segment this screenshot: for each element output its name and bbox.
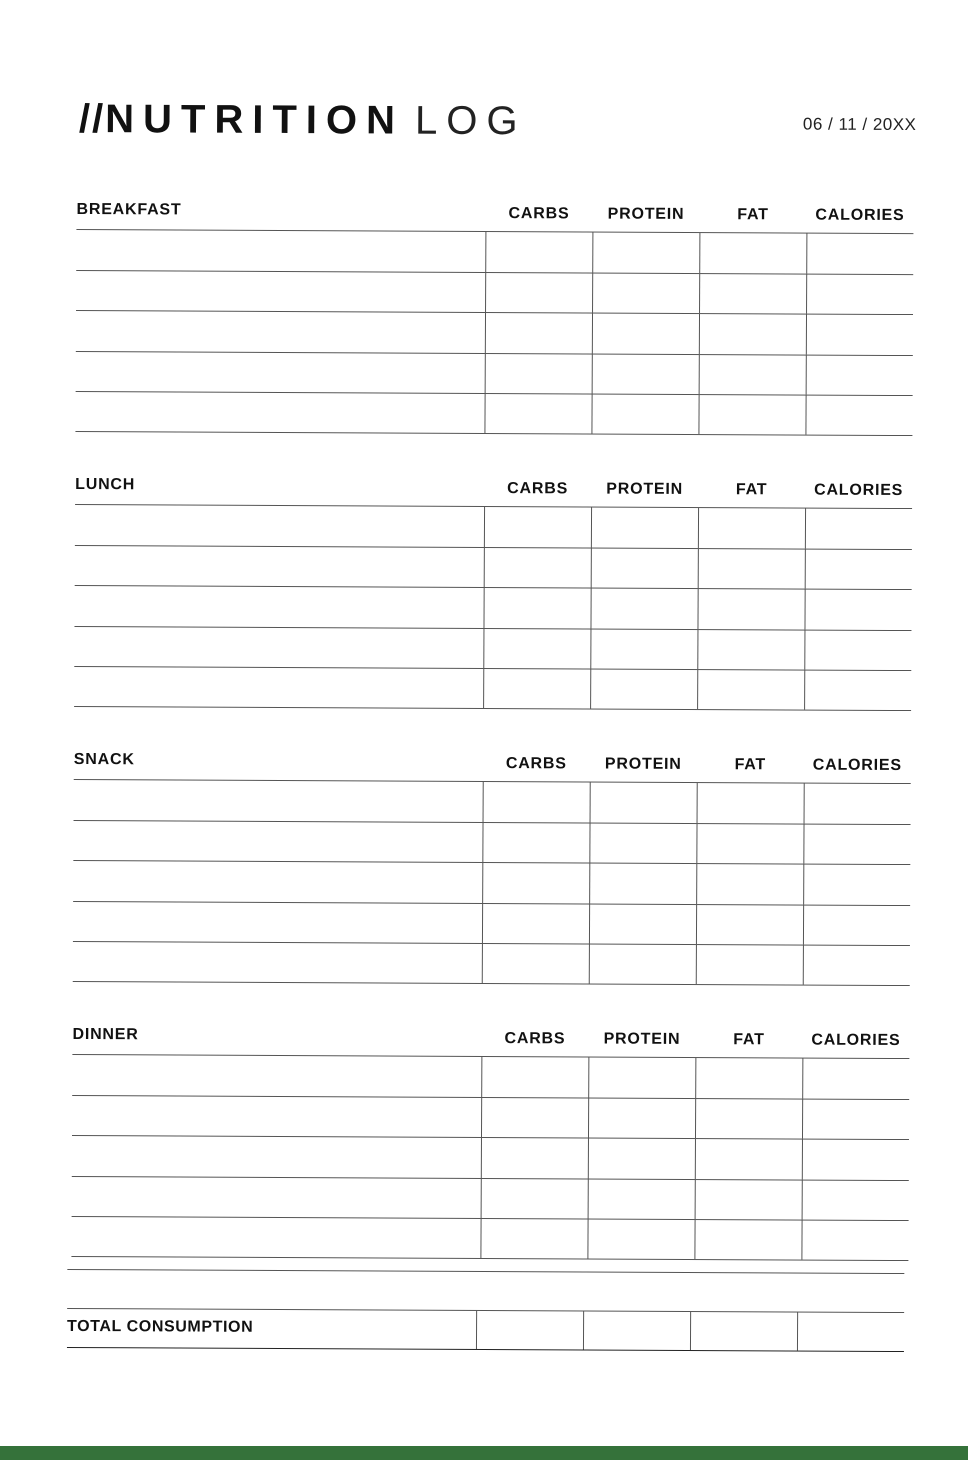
fat-cell[interactable] (695, 1180, 802, 1220)
column-header-protein: PROTEIN (607, 205, 685, 223)
column-header-calories: CALORIES (814, 481, 904, 500)
page-title (79, 96, 527, 144)
title-bold: NUTRITION (105, 97, 405, 143)
entry-row (74, 585, 911, 630)
column-header-carbs: CARBS (505, 755, 567, 773)
section-title: LUNCH (75, 475, 136, 494)
entry-row (73, 860, 910, 905)
food-cell[interactable] (72, 1176, 481, 1217)
section-breakfast (76, 201, 913, 241)
carbs-cell[interactable] (485, 232, 592, 272)
calories-cell[interactable] (803, 946, 910, 985)
calories-cell[interactable] (802, 1059, 909, 1099)
entry-row (73, 941, 910, 986)
fat-cell[interactable] (698, 508, 805, 548)
entry-grid (75, 229, 913, 436)
total-protein-cell[interactable] (583, 1311, 690, 1350)
fat-cell[interactable] (697, 630, 804, 670)
protein-cell[interactable] (587, 1219, 694, 1258)
entry-row (73, 819, 910, 864)
column-header-protein: PROTEIN (606, 480, 684, 498)
protein-cell[interactable] (589, 823, 696, 863)
food-cell[interactable] (71, 1217, 480, 1257)
carbs-cell[interactable] (485, 313, 592, 353)
calories-cell[interactable] (802, 1099, 909, 1139)
carbs-cell[interactable] (482, 863, 589, 903)
entry-row (72, 1094, 909, 1139)
column-header-carbs: CARBS (508, 205, 570, 223)
section-dinner (72, 1026, 909, 1066)
entry-row (75, 391, 912, 436)
carbs-cell[interactable] (480, 1219, 587, 1258)
food-cell[interactable] (73, 942, 482, 982)
section-snack (74, 751, 911, 791)
entry-row (75, 544, 912, 589)
column-header-fat: FAT (734, 756, 767, 774)
calories-cell[interactable] (806, 234, 913, 274)
calories-cell[interactable] (806, 355, 913, 395)
section-lunch (75, 476, 912, 516)
calories-cell[interactable] (805, 509, 912, 549)
fat-cell[interactable] (695, 1139, 802, 1179)
protein-cell[interactable] (588, 1057, 695, 1097)
column-header-fat: FAT (733, 1031, 765, 1049)
entry-grid (74, 504, 912, 711)
fat-cell[interactable] (694, 1220, 801, 1259)
fat-cell[interactable] (696, 945, 803, 984)
total-consumption-row (67, 1308, 904, 1352)
column-header-calories: CALORIES (815, 206, 905, 225)
fat-cell[interactable] (699, 314, 806, 354)
section-title: SNACK (73, 750, 135, 769)
column-header-carbs: CARBS (504, 1030, 566, 1048)
column-header-calories: CALORIES (812, 756, 902, 775)
food-cell[interactable] (73, 861, 482, 902)
fat-cell[interactable] (695, 1058, 802, 1098)
carbs-cell[interactable] (483, 588, 590, 628)
food-cell[interactable] (74, 667, 483, 707)
protein-cell[interactable] (589, 944, 696, 983)
carbs-cell[interactable] (481, 1057, 588, 1097)
food-cell[interactable] (76, 230, 485, 271)
entry-row (76, 350, 913, 395)
carbs-cell[interactable] (484, 507, 591, 547)
entry-row (72, 1175, 909, 1220)
calories-cell[interactable] (803, 824, 910, 864)
total-label: TOTAL CONSUMPTION (67, 1317, 254, 1336)
column-header-carbs: CARBS (507, 480, 569, 498)
food-cell[interactable] (76, 270, 485, 311)
column-header-protein: PROTEIN (603, 1030, 681, 1048)
fat-cell[interactable] (697, 783, 804, 823)
entry-row (72, 1054, 909, 1099)
entry-row (71, 1216, 908, 1261)
fat-cell[interactable] (697, 589, 804, 629)
fat-cell[interactable] (696, 905, 803, 945)
fat-cell[interactable] (699, 274, 806, 314)
section-title: BREAKFAST (76, 200, 182, 219)
entry-row (76, 310, 913, 355)
calories-cell[interactable] (803, 865, 910, 905)
protein-cell[interactable] (588, 1179, 695, 1219)
carbs-cell[interactable] (483, 628, 590, 668)
column-header-calories: CALORIES (811, 1031, 901, 1050)
entry-row (76, 269, 913, 314)
calories-cell[interactable] (802, 1180, 909, 1220)
section-title: DINNER (72, 1025, 139, 1044)
fat-cell[interactable] (697, 670, 804, 709)
calories-cell[interactable] (804, 784, 911, 824)
protein-cell[interactable] (590, 669, 697, 708)
food-cell[interactable] (76, 351, 485, 392)
fat-cell[interactable] (696, 824, 803, 864)
food-cell[interactable] (74, 586, 483, 627)
food-cell[interactable] (75, 505, 484, 546)
column-header-fat: FAT (737, 206, 769, 224)
carbs-cell[interactable] (481, 1138, 588, 1178)
calories-cell[interactable] (806, 274, 913, 314)
divider (67, 1269, 904, 1274)
food-cell[interactable] (72, 1136, 481, 1177)
food-cell[interactable] (72, 1055, 481, 1096)
protein-cell[interactable] (589, 904, 696, 944)
entry-row (74, 625, 911, 670)
food-cell[interactable] (73, 901, 482, 942)
entry-grid (73, 779, 911, 986)
protein-cell[interactable] (591, 394, 698, 433)
food-cell[interactable] (72, 1095, 481, 1136)
carbs-cell[interactable] (483, 782, 590, 822)
protein-cell[interactable] (590, 629, 697, 669)
food-cell[interactable] (74, 780, 483, 821)
date-label: 06 / 11 / 20XX (802, 114, 917, 135)
food-cell[interactable] (75, 392, 484, 432)
protein-cell[interactable] (592, 273, 699, 313)
title-slashes: // (78, 96, 106, 142)
entry-row (76, 229, 913, 274)
column-header-protein: PROTEIN (604, 755, 682, 773)
calories-cell[interactable] (804, 630, 911, 670)
protein-cell[interactable] (592, 354, 699, 394)
calories-cell[interactable] (804, 671, 911, 710)
protein-cell[interactable] (590, 782, 697, 822)
calories-cell[interactable] (804, 590, 911, 630)
carbs-cell[interactable] (485, 353, 592, 393)
calories-cell[interactable] (802, 1140, 909, 1180)
entry-row (72, 1135, 909, 1180)
protein-cell[interactable] (588, 1138, 695, 1178)
food-cell[interactable] (73, 820, 482, 861)
protein-cell[interactable] (591, 548, 698, 588)
carbs-cell[interactable] (481, 1178, 588, 1218)
entry-grid (71, 1054, 909, 1261)
calories-cell[interactable] (805, 396, 912, 435)
carbs-cell[interactable] (482, 903, 589, 943)
carbs-cell[interactable] (483, 669, 590, 708)
protein-cell[interactable] (591, 507, 698, 547)
carbs-cell[interactable] (482, 822, 589, 862)
protein-cell[interactable] (588, 1098, 695, 1138)
calories-cell[interactable] (806, 315, 913, 355)
entry-row (73, 900, 910, 945)
carbs-cell[interactable] (482, 944, 589, 983)
fat-cell[interactable] (699, 355, 806, 395)
entry-row (74, 666, 911, 711)
column-header-fat: FAT (735, 481, 768, 499)
fat-cell[interactable] (696, 864, 803, 904)
fat-cell[interactable] (695, 1099, 802, 1139)
carbs-cell[interactable] (485, 272, 592, 312)
protein-cell[interactable] (589, 863, 696, 903)
protein-cell[interactable] (592, 232, 699, 272)
calories-cell[interactable] (805, 549, 912, 589)
protein-cell[interactable] (592, 313, 699, 353)
entry-row (74, 779, 911, 824)
entry-row (75, 504, 912, 549)
fat-cell[interactable] (699, 233, 806, 273)
food-cell[interactable] (76, 311, 485, 352)
fat-cell[interactable] (698, 549, 805, 589)
protein-cell[interactable] (590, 588, 697, 628)
carbs-cell[interactable] (484, 394, 591, 433)
total-carbs-cell[interactable] (476, 1311, 583, 1350)
carbs-cell[interactable] (484, 547, 591, 587)
total-fat-cell[interactable] (690, 1312, 797, 1351)
food-cell[interactable] (74, 626, 483, 667)
fat-cell[interactable] (698, 395, 805, 434)
calories-cell[interactable] (801, 1221, 908, 1260)
title-light: LOG (414, 98, 527, 144)
carbs-cell[interactable] (481, 1097, 588, 1137)
food-cell[interactable] (75, 545, 484, 586)
calories-cell[interactable] (803, 905, 910, 945)
footer-accent-bar (0, 1446, 968, 1460)
total-calories-cell[interactable] (797, 1313, 904, 1352)
